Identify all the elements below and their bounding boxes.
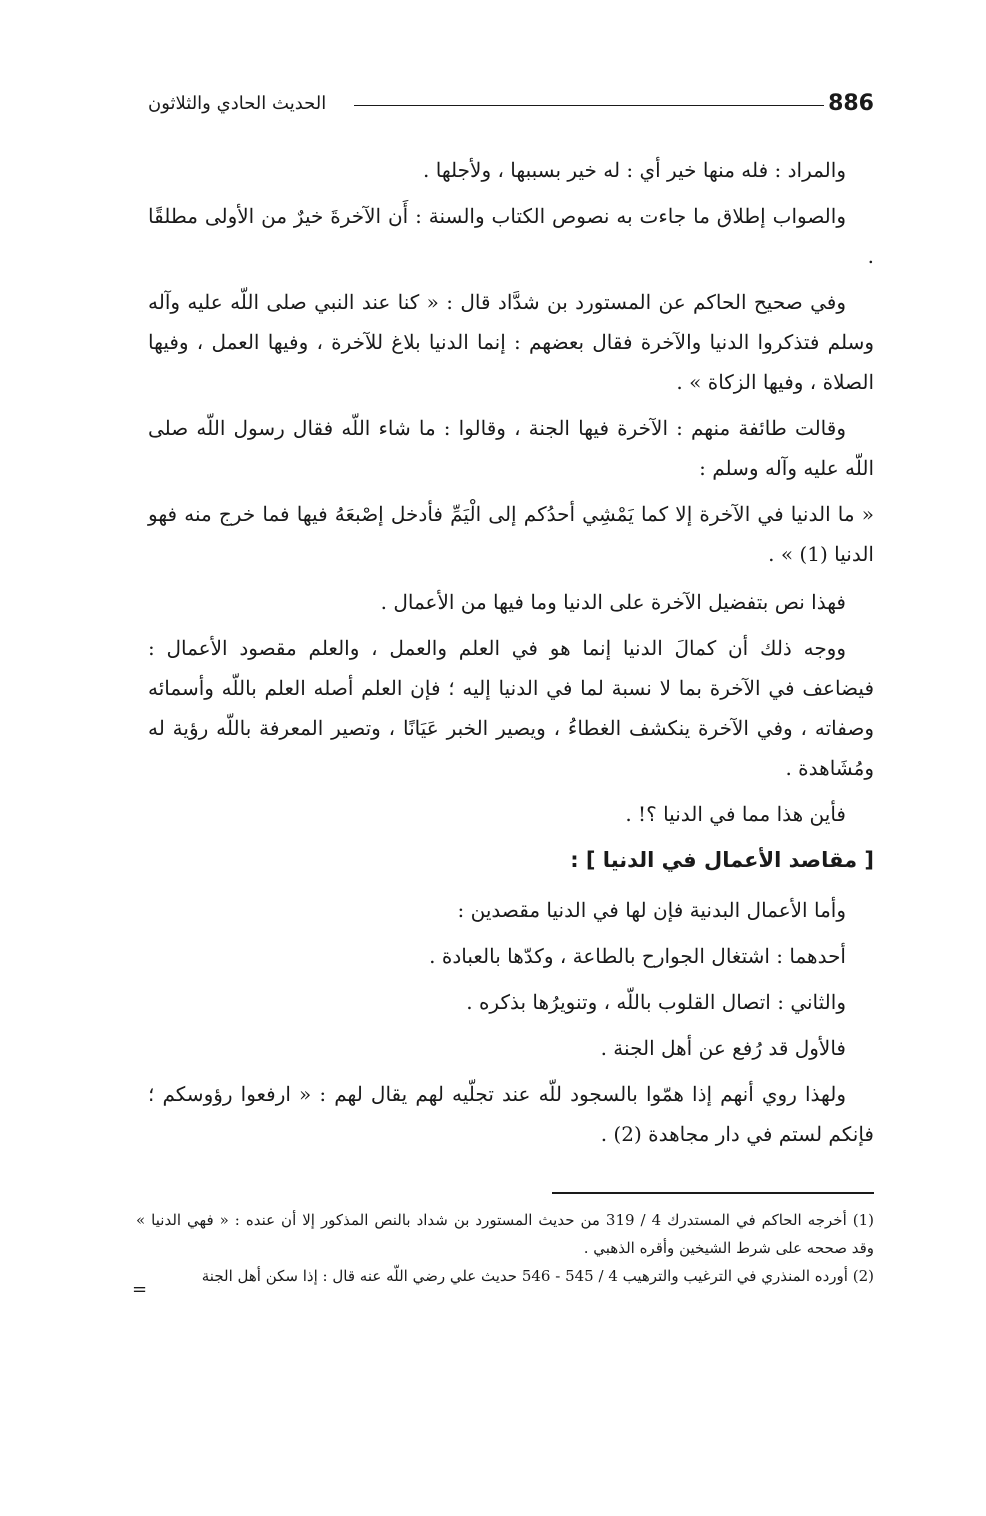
hadith-quote: « ما الدنيا في الآخرة إلا كما يَمْشِي أحدُكم إلى الْيَمِّ فأدخل إصْبعَهُ فيها فما خرج منه فهو الدنيا (1) » . — [148, 502, 874, 566]
paragraph: أحدهما : اشتغال الجوارح بالطاعة ، وكدّها بالعبادة . — [429, 944, 846, 968]
page-number: 886 — [828, 91, 874, 116]
main-text — [148, 150, 874, 1160]
paragraph: والصواب إطلاق ما جاءت به نصوص الكتاب والسنة : أَن الآخرةَ خيرٌ من الأولى مطلقًا . — [148, 204, 874, 268]
paragraph: والثاني : اتصال القلوب باللّه ، وتنويرُها بذكره . — [466, 990, 846, 1014]
footnote-2: (2) أورده المنذري في الترغيب والترهيب 4 / 545 - 546 حديث علي رضي اللّه عنه قال : إذا سكن أهل الجنة — [201, 1267, 874, 1285]
paragraph: والمراد : فله منها خير أي : له خير بسببها ، ولأجلها . — [423, 158, 846, 182]
paragraph: فالأول قد رُفع عن أهل الجنة . — [600, 1036, 846, 1060]
paragraph: فأين هذا مما في الدنيا ؟! . — [625, 802, 846, 826]
continuation-mark: = — [132, 1279, 148, 1300]
paragraph: ولهذا روي أنهم إذا همّوا بالسجود للّه عند تجلّيه لهم يقال لهم : « ارفعوا رؤوسكم ؛ فإنكم لستم في دار مجاهدة (2) . — [148, 1082, 874, 1146]
paragraph: وفي صحيح الحاكم عن المستورد بن شدَّاد قال : « كنا عند النبي صلى اللّه عليه وآله وسلم فتذكروا الدنيا والآخرة فقال بعضهم : إنما الدنيا بلاغ للآخرة ، وفيها العمل ، وفيها الصلاة ، وفيها الزكاة » . — [148, 290, 874, 394]
header-title: الحديث الحادي والثلاثون — [148, 93, 327, 114]
header-rule — [354, 105, 824, 106]
paragraph: وقالت طائفة منهم : الآخرة فيها الجنة ، وقالوا : ما شاء اللّه فقال رسول اللّه صلى اللّه عليه وآله وسلم : — [148, 416, 874, 480]
running-header — [148, 84, 874, 124]
footnote-1: (1) أخرجه الحاكم في المستدرك 4 / 319 من حديث المستورد بن شداد بالنص المذكور إلا أن عنده : « فهي الدنيا » وقد صححه على شرط الشيخين وأقره الذهبي . — [136, 1211, 875, 1257]
paragraph: ووجه ذلك أن كمالَ الدنيا إنما هو في العلم والعمل ، والعلم مقصود الأعمال : فيضاعف في الآخرة بما لا نسبة لما في الدنيا إليه ؛ فإن العلم أصله العلم باللّه وأسمائه وصفاته ، وفي الآخرة ينكشف الغطاءُ ، ويصير الخبر عَيَانًا ، وتصير المعرفة باللّه رؤية له ومُشَاهدة . — [148, 636, 874, 780]
footnote-separator — [552, 1192, 874, 1194]
paragraph: فهذا نص بتفضيل الآخرة على الدنيا وما فيها من الأعمال . — [380, 590, 846, 614]
paragraph: وأما الأعمال البدنية فإن لها في الدنيا مقصدين : — [457, 898, 846, 922]
section-heading: [ مقاصد الأعمال في الدنيا ] : — [570, 848, 874, 872]
footnotes — [136, 1206, 874, 1290]
